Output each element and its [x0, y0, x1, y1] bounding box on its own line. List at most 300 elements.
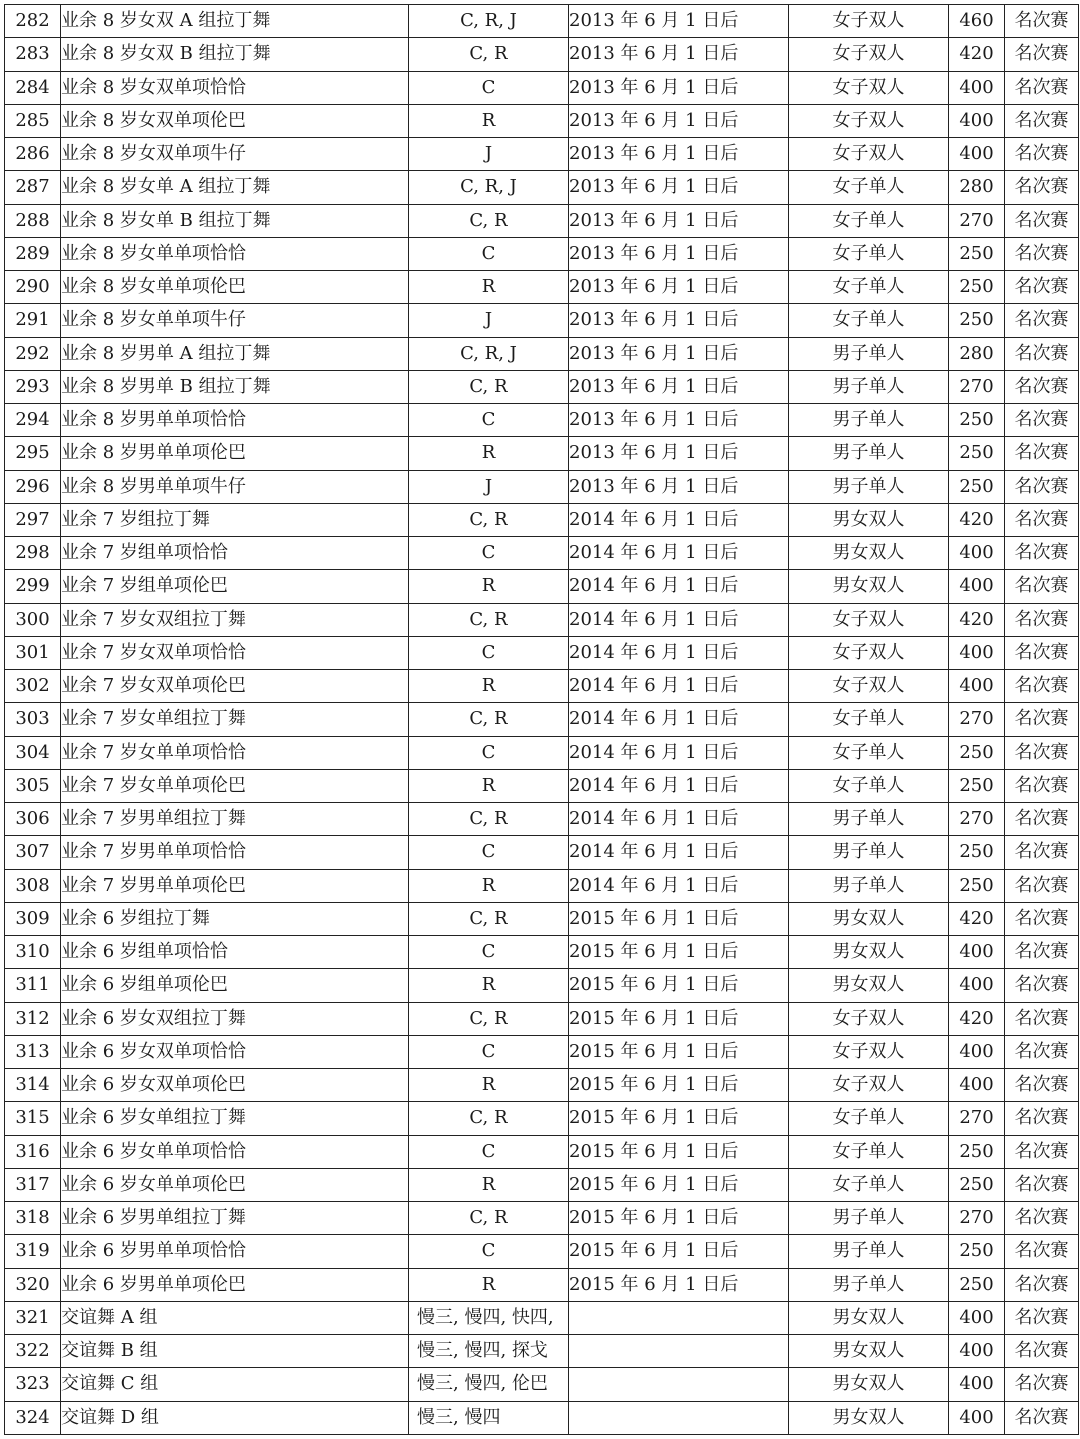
dances-cell: C, R [409, 204, 569, 237]
event-number-cell: 305 [5, 769, 61, 802]
age-limit-cell: 2014 年 6 月 1 日后 [569, 537, 789, 570]
competition-format-cell: 名次赛 [1005, 1301, 1079, 1334]
dances-cell: C, R [409, 703, 569, 736]
event-name-cell: 业余 8 岁女单单项伦巴 [61, 271, 409, 304]
fee-cell: 250 [949, 769, 1005, 802]
dances-cell: C, R [409, 370, 569, 403]
competition-format-cell: 名次赛 [1005, 404, 1079, 437]
competition-format-cell: 名次赛 [1005, 470, 1079, 503]
dances-cell: 慢三, 慢四, 伦巴 [409, 1368, 569, 1401]
table-row [5, 370, 1079, 403]
competition-format-cell: 名次赛 [1005, 1235, 1079, 1268]
age-limit-cell: 2014 年 6 月 1 日后 [569, 503, 789, 536]
event-number-cell: 292 [5, 337, 61, 370]
entry-type-cell: 男女双人 [789, 503, 949, 536]
entry-type-cell: 男子单人 [789, 470, 949, 503]
entry-type-cell: 女子单人 [789, 271, 949, 304]
event-name-cell: 业余 6 岁女双组拉丁舞 [61, 1002, 409, 1035]
age-limit-cell: 2014 年 6 月 1 日后 [569, 736, 789, 769]
fee-cell: 400 [949, 1335, 1005, 1368]
dances-cell: C [409, 404, 569, 437]
entry-type-cell: 男女双人 [789, 1401, 949, 1434]
table-row [5, 1069, 1079, 1102]
age-limit-cell: 2013 年 6 月 1 日后 [569, 71, 789, 104]
competition-format-cell: 名次赛 [1005, 138, 1079, 171]
event-name-cell: 业余 8 岁女单 B 组拉丁舞 [61, 204, 409, 237]
entry-type-cell: 男女双人 [789, 969, 949, 1002]
age-limit-cell: 2015 年 6 月 1 日后 [569, 1268, 789, 1301]
age-limit-cell: 2015 年 6 月 1 日后 [569, 1002, 789, 1035]
age-limit-cell: 2013 年 6 月 1 日后 [569, 171, 789, 204]
fee-cell: 270 [949, 703, 1005, 736]
table-row [5, 404, 1079, 437]
fee-cell: 420 [949, 1002, 1005, 1035]
table-row [5, 1002, 1079, 1035]
entry-type-cell: 男子单人 [789, 803, 949, 836]
event-name-cell: 业余 8 岁女双单项恰恰 [61, 71, 409, 104]
dances-cell: C, R, J [409, 171, 569, 204]
event-number-cell: 324 [5, 1401, 61, 1434]
event-number-cell: 284 [5, 71, 61, 104]
event-name-cell: 业余 8 岁男单单项恰恰 [61, 404, 409, 437]
age-limit-cell: 2015 年 6 月 1 日后 [569, 969, 789, 1002]
competition-format-cell: 名次赛 [1005, 537, 1079, 570]
fee-cell: 250 [949, 869, 1005, 902]
fee-cell: 250 [949, 1135, 1005, 1168]
dances-cell: C [409, 736, 569, 769]
entry-type-cell: 女子双人 [789, 1002, 949, 1035]
dances-cell: C, R [409, 38, 569, 71]
competition-format-cell: 名次赛 [1005, 1035, 1079, 1068]
event-name-cell: 业余 7 岁女单单项恰恰 [61, 736, 409, 769]
entry-type-cell: 女子单人 [789, 1102, 949, 1135]
dances-cell: C [409, 537, 569, 570]
dances-cell: C, R [409, 1102, 569, 1135]
table-row [5, 603, 1079, 636]
event-number-cell: 319 [5, 1235, 61, 1268]
table-row [5, 1235, 1079, 1268]
competition-format-cell: 名次赛 [1005, 104, 1079, 137]
dances-cell: J [409, 304, 569, 337]
event-number-cell: 304 [5, 736, 61, 769]
event-number-cell: 288 [5, 204, 61, 237]
competition-events-table [4, 4, 1079, 1435]
event-name-cell: 业余 8 岁女单单项恰恰 [61, 237, 409, 270]
event-number-cell: 299 [5, 570, 61, 603]
event-name-cell: 业余 7 岁女双单项伦巴 [61, 670, 409, 703]
event-name-cell: 交谊舞 B 组 [61, 1335, 409, 1368]
competition-format-cell: 名次赛 [1005, 1002, 1079, 1035]
entry-type-cell: 女子单人 [789, 736, 949, 769]
dances-cell: R [409, 869, 569, 902]
competition-format-cell: 名次赛 [1005, 636, 1079, 669]
age-limit-cell [569, 1301, 789, 1334]
age-limit-cell [569, 1368, 789, 1401]
fee-cell: 400 [949, 1401, 1005, 1434]
event-number-cell: 318 [5, 1202, 61, 1235]
age-limit-cell [569, 1335, 789, 1368]
event-number-cell: 323 [5, 1368, 61, 1401]
competition-format-cell: 名次赛 [1005, 38, 1079, 71]
age-limit-cell: 2013 年 6 月 1 日后 [569, 204, 789, 237]
entry-type-cell: 女子单人 [789, 237, 949, 270]
dances-cell: C, R [409, 803, 569, 836]
event-number-cell: 316 [5, 1135, 61, 1168]
event-name-cell: 业余 7 岁组拉丁舞 [61, 503, 409, 536]
event-number-cell: 312 [5, 1002, 61, 1035]
event-name-cell: 业余 6 岁女单单项伦巴 [61, 1168, 409, 1201]
competition-format-cell: 名次赛 [1005, 271, 1079, 304]
dances-cell: C, R [409, 503, 569, 536]
event-number-cell: 298 [5, 537, 61, 570]
competition-format-cell: 名次赛 [1005, 969, 1079, 1002]
entry-type-cell: 男子单人 [789, 1202, 949, 1235]
age-limit-cell: 2014 年 6 月 1 日后 [569, 603, 789, 636]
event-number-cell: 313 [5, 1035, 61, 1068]
event-name-cell: 业余 6 岁组单项恰恰 [61, 936, 409, 969]
competition-format-cell: 名次赛 [1005, 736, 1079, 769]
dances-cell: R [409, 1069, 569, 1102]
event-number-cell: 314 [5, 1069, 61, 1102]
fee-cell: 400 [949, 969, 1005, 1002]
competition-format-cell: 名次赛 [1005, 603, 1079, 636]
dances-cell: J [409, 138, 569, 171]
table-row [5, 304, 1079, 337]
event-name-cell: 业余 7 岁组单项恰恰 [61, 537, 409, 570]
entry-type-cell: 男子单人 [789, 1235, 949, 1268]
event-name-cell: 业余 8 岁女单 A 组拉丁舞 [61, 171, 409, 204]
competition-format-cell: 名次赛 [1005, 803, 1079, 836]
fee-cell: 250 [949, 1268, 1005, 1301]
entry-type-cell: 男女双人 [789, 1301, 949, 1334]
event-name-cell: 业余 6 岁组拉丁舞 [61, 902, 409, 935]
dances-cell: C [409, 836, 569, 869]
entry-type-cell: 女子单人 [789, 204, 949, 237]
table-row [5, 736, 1079, 769]
event-number-cell: 297 [5, 503, 61, 536]
entry-type-cell: 女子双人 [789, 636, 949, 669]
fee-cell: 420 [949, 38, 1005, 71]
event-number-cell: 290 [5, 271, 61, 304]
age-limit-cell: 2013 年 6 月 1 日后 [569, 404, 789, 437]
table-row [5, 437, 1079, 470]
dances-cell: R [409, 271, 569, 304]
age-limit-cell: 2013 年 6 月 1 日后 [569, 271, 789, 304]
age-limit-cell: 2013 年 6 月 1 日后 [569, 104, 789, 137]
fee-cell: 400 [949, 670, 1005, 703]
event-name-cell: 业余 8 岁男单单项牛仔 [61, 470, 409, 503]
event-name-cell: 业余 6 岁组单项伦巴 [61, 969, 409, 1002]
competition-format-cell: 名次赛 [1005, 171, 1079, 204]
dances-cell: R [409, 570, 569, 603]
age-limit-cell: 2015 年 6 月 1 日后 [569, 1202, 789, 1235]
age-limit-cell: 2013 年 6 月 1 日后 [569, 5, 789, 38]
age-limit-cell: 2015 年 6 月 1 日后 [569, 1069, 789, 1102]
dances-cell: R [409, 769, 569, 802]
fee-cell: 400 [949, 104, 1005, 137]
event-number-cell: 295 [5, 437, 61, 470]
competition-format-cell: 名次赛 [1005, 1268, 1079, 1301]
dances-cell: R [409, 437, 569, 470]
competition-format-cell: 名次赛 [1005, 5, 1079, 38]
table-row [5, 869, 1079, 902]
table-row [5, 204, 1079, 237]
dances-cell: 慢三, 慢四 [409, 1401, 569, 1434]
fee-cell: 250 [949, 1168, 1005, 1201]
age-limit-cell: 2013 年 6 月 1 日后 [569, 304, 789, 337]
dances-cell: C, R [409, 1002, 569, 1035]
dances-cell: C [409, 1235, 569, 1268]
table-row [5, 769, 1079, 802]
entry-type-cell: 男子单人 [789, 437, 949, 470]
entry-type-cell: 男女双人 [789, 902, 949, 935]
event-number-cell: 307 [5, 836, 61, 869]
dances-cell: C, R, J [409, 5, 569, 38]
age-limit-cell: 2014 年 6 月 1 日后 [569, 803, 789, 836]
entry-type-cell: 女子双人 [789, 38, 949, 71]
event-name-cell: 业余 6 岁男单组拉丁舞 [61, 1202, 409, 1235]
event-name-cell: 业余 7 岁女双单项恰恰 [61, 636, 409, 669]
entry-type-cell: 男女双人 [789, 570, 949, 603]
table-row [5, 670, 1079, 703]
dances-cell: C [409, 71, 569, 104]
competition-format-cell: 名次赛 [1005, 1401, 1079, 1434]
event-number-cell: 303 [5, 703, 61, 736]
event-name-cell: 业余 8 岁男单单项伦巴 [61, 437, 409, 470]
entry-type-cell: 女子双人 [789, 1069, 949, 1102]
entry-type-cell: 男女双人 [789, 936, 949, 969]
entry-type-cell: 女子单人 [789, 1168, 949, 1201]
event-name-cell: 业余 6 岁女双单项恰恰 [61, 1035, 409, 1068]
entry-type-cell: 男女双人 [789, 537, 949, 570]
table-row [5, 1335, 1079, 1368]
fee-cell: 270 [949, 1102, 1005, 1135]
table-row [5, 1301, 1079, 1334]
dances-cell: R [409, 104, 569, 137]
competition-format-cell: 名次赛 [1005, 836, 1079, 869]
event-number-cell: 315 [5, 1102, 61, 1135]
fee-cell: 420 [949, 503, 1005, 536]
event-name-cell: 业余 8 岁女单单项牛仔 [61, 304, 409, 337]
fee-cell: 250 [949, 304, 1005, 337]
age-limit-cell: 2015 年 6 月 1 日后 [569, 936, 789, 969]
competition-format-cell: 名次赛 [1005, 337, 1079, 370]
table-row [5, 1368, 1079, 1401]
dances-cell: C, R [409, 603, 569, 636]
dances-cell: C [409, 1035, 569, 1068]
table-row [5, 936, 1079, 969]
event-name-cell: 交谊舞 D 组 [61, 1401, 409, 1434]
event-name-cell: 业余 8 岁女双 B 组拉丁舞 [61, 38, 409, 71]
age-limit-cell: 2015 年 6 月 1 日后 [569, 902, 789, 935]
event-number-cell: 291 [5, 304, 61, 337]
event-name-cell: 交谊舞 C 组 [61, 1368, 409, 1401]
table-row [5, 537, 1079, 570]
competition-format-cell: 名次赛 [1005, 936, 1079, 969]
competition-format-cell: 名次赛 [1005, 1202, 1079, 1235]
fee-cell: 250 [949, 1235, 1005, 1268]
fee-cell: 270 [949, 803, 1005, 836]
age-limit-cell: 2015 年 6 月 1 日后 [569, 1235, 789, 1268]
table-row [5, 803, 1079, 836]
competition-format-cell: 名次赛 [1005, 769, 1079, 802]
event-name-cell: 交谊舞 A 组 [61, 1301, 409, 1334]
event-number-cell: 321 [5, 1301, 61, 1334]
age-limit-cell: 2013 年 6 月 1 日后 [569, 138, 789, 171]
dances-cell: C [409, 237, 569, 270]
table-row [5, 470, 1079, 503]
event-number-cell: 282 [5, 5, 61, 38]
entry-type-cell: 男子单人 [789, 836, 949, 869]
fee-cell: 270 [949, 1202, 1005, 1235]
fee-cell: 270 [949, 204, 1005, 237]
age-limit-cell: 2014 年 6 月 1 日后 [569, 570, 789, 603]
table-row [5, 337, 1079, 370]
fee-cell: 270 [949, 370, 1005, 403]
age-limit-cell [569, 1401, 789, 1434]
competition-format-cell: 名次赛 [1005, 370, 1079, 403]
age-limit-cell: 2014 年 6 月 1 日后 [569, 836, 789, 869]
table-row [5, 38, 1079, 71]
table-row [5, 1102, 1079, 1135]
table-row [5, 836, 1079, 869]
fee-cell: 250 [949, 836, 1005, 869]
table-row [5, 171, 1079, 204]
table-body [5, 5, 1079, 1435]
event-name-cell: 业余 7 岁女单组拉丁舞 [61, 703, 409, 736]
event-name-cell: 业余 6 岁女双单项伦巴 [61, 1069, 409, 1102]
competition-format-cell: 名次赛 [1005, 437, 1079, 470]
event-number-cell: 311 [5, 969, 61, 1002]
fee-cell: 420 [949, 603, 1005, 636]
entry-type-cell: 女子单人 [789, 304, 949, 337]
entry-type-cell: 女子双人 [789, 670, 949, 703]
fee-cell: 250 [949, 470, 1005, 503]
event-number-cell: 306 [5, 803, 61, 836]
fee-cell: 400 [949, 71, 1005, 104]
table-row [5, 636, 1079, 669]
table-row [5, 703, 1079, 736]
competition-format-cell: 名次赛 [1005, 703, 1079, 736]
event-name-cell: 业余 8 岁女双单项牛仔 [61, 138, 409, 171]
entry-type-cell: 女子双人 [789, 5, 949, 38]
table-row [5, 1168, 1079, 1201]
age-limit-cell: 2013 年 6 月 1 日后 [569, 337, 789, 370]
fee-cell: 400 [949, 1035, 1005, 1068]
competition-format-cell: 名次赛 [1005, 670, 1079, 703]
entry-type-cell: 男女双人 [789, 1368, 949, 1401]
competition-format-cell: 名次赛 [1005, 1368, 1079, 1401]
event-number-cell: 293 [5, 370, 61, 403]
age-limit-cell: 2013 年 6 月 1 日后 [569, 437, 789, 470]
fee-cell: 400 [949, 138, 1005, 171]
table-row [5, 1035, 1079, 1068]
table-row [5, 570, 1079, 603]
event-number-cell: 289 [5, 237, 61, 270]
entry-type-cell: 女子双人 [789, 104, 949, 137]
dances-cell: C [409, 1135, 569, 1168]
entry-type-cell: 女子单人 [789, 703, 949, 736]
age-limit-cell: 2013 年 6 月 1 日后 [569, 237, 789, 270]
event-name-cell: 业余 7 岁男单单项伦巴 [61, 869, 409, 902]
event-number-cell: 296 [5, 470, 61, 503]
entry-type-cell: 男子单人 [789, 404, 949, 437]
age-limit-cell: 2014 年 6 月 1 日后 [569, 869, 789, 902]
table-row [5, 237, 1079, 270]
entry-type-cell: 男子单人 [789, 1268, 949, 1301]
event-number-cell: 286 [5, 138, 61, 171]
event-name-cell: 业余 7 岁组单项伦巴 [61, 570, 409, 603]
table-row [5, 104, 1079, 137]
fee-cell: 400 [949, 1069, 1005, 1102]
competition-format-cell: 名次赛 [1005, 71, 1079, 104]
table-row [5, 969, 1079, 1002]
event-number-cell: 287 [5, 171, 61, 204]
age-limit-cell: 2014 年 6 月 1 日后 [569, 670, 789, 703]
dances-cell: R [409, 670, 569, 703]
fee-cell: 250 [949, 404, 1005, 437]
competition-format-cell: 名次赛 [1005, 1069, 1079, 1102]
entry-type-cell: 男女双人 [789, 1335, 949, 1368]
fee-cell: 400 [949, 936, 1005, 969]
competition-format-cell: 名次赛 [1005, 1135, 1079, 1168]
entry-type-cell: 女子双人 [789, 1035, 949, 1068]
table-row [5, 1268, 1079, 1301]
age-limit-cell: 2013 年 6 月 1 日后 [569, 370, 789, 403]
table-row [5, 902, 1079, 935]
competition-format-cell: 名次赛 [1005, 869, 1079, 902]
dances-cell: J [409, 470, 569, 503]
age-limit-cell: 2015 年 6 月 1 日后 [569, 1168, 789, 1201]
dances-cell: R [409, 1168, 569, 1201]
competition-format-cell: 名次赛 [1005, 902, 1079, 935]
fee-cell: 400 [949, 537, 1005, 570]
dances-cell: C, R [409, 902, 569, 935]
table-row [5, 503, 1079, 536]
competition-format-cell: 名次赛 [1005, 1335, 1079, 1368]
fee-cell: 400 [949, 636, 1005, 669]
dances-cell: C [409, 636, 569, 669]
age-limit-cell: 2014 年 6 月 1 日后 [569, 636, 789, 669]
event-number-cell: 322 [5, 1335, 61, 1368]
dances-cell: 慢三, 慢四, 快四, [409, 1301, 569, 1334]
table-row [5, 1135, 1079, 1168]
competition-format-cell: 名次赛 [1005, 1102, 1079, 1135]
event-name-cell: 业余 7 岁男单单项恰恰 [61, 836, 409, 869]
competition-format-cell: 名次赛 [1005, 503, 1079, 536]
dances-cell: C [409, 936, 569, 969]
event-number-cell: 310 [5, 936, 61, 969]
fee-cell: 250 [949, 237, 1005, 270]
event-number-cell: 308 [5, 869, 61, 902]
event-name-cell: 业余 8 岁男单 B 组拉丁舞 [61, 370, 409, 403]
age-limit-cell: 2013 年 6 月 1 日后 [569, 470, 789, 503]
fee-cell: 280 [949, 337, 1005, 370]
event-number-cell: 285 [5, 104, 61, 137]
competition-format-cell: 名次赛 [1005, 204, 1079, 237]
age-limit-cell: 2014 年 6 月 1 日后 [569, 703, 789, 736]
age-limit-cell: 2013 年 6 月 1 日后 [569, 38, 789, 71]
event-name-cell: 业余 8 岁男单 A 组拉丁舞 [61, 337, 409, 370]
table-row [5, 138, 1079, 171]
competition-format-cell: 名次赛 [1005, 237, 1079, 270]
age-limit-cell: 2014 年 6 月 1 日后 [569, 769, 789, 802]
entry-type-cell: 女子单人 [789, 1135, 949, 1168]
fee-cell: 280 [949, 171, 1005, 204]
entry-type-cell: 女子双人 [789, 138, 949, 171]
event-name-cell: 业余 6 岁男单单项伦巴 [61, 1268, 409, 1301]
fee-cell: 250 [949, 437, 1005, 470]
